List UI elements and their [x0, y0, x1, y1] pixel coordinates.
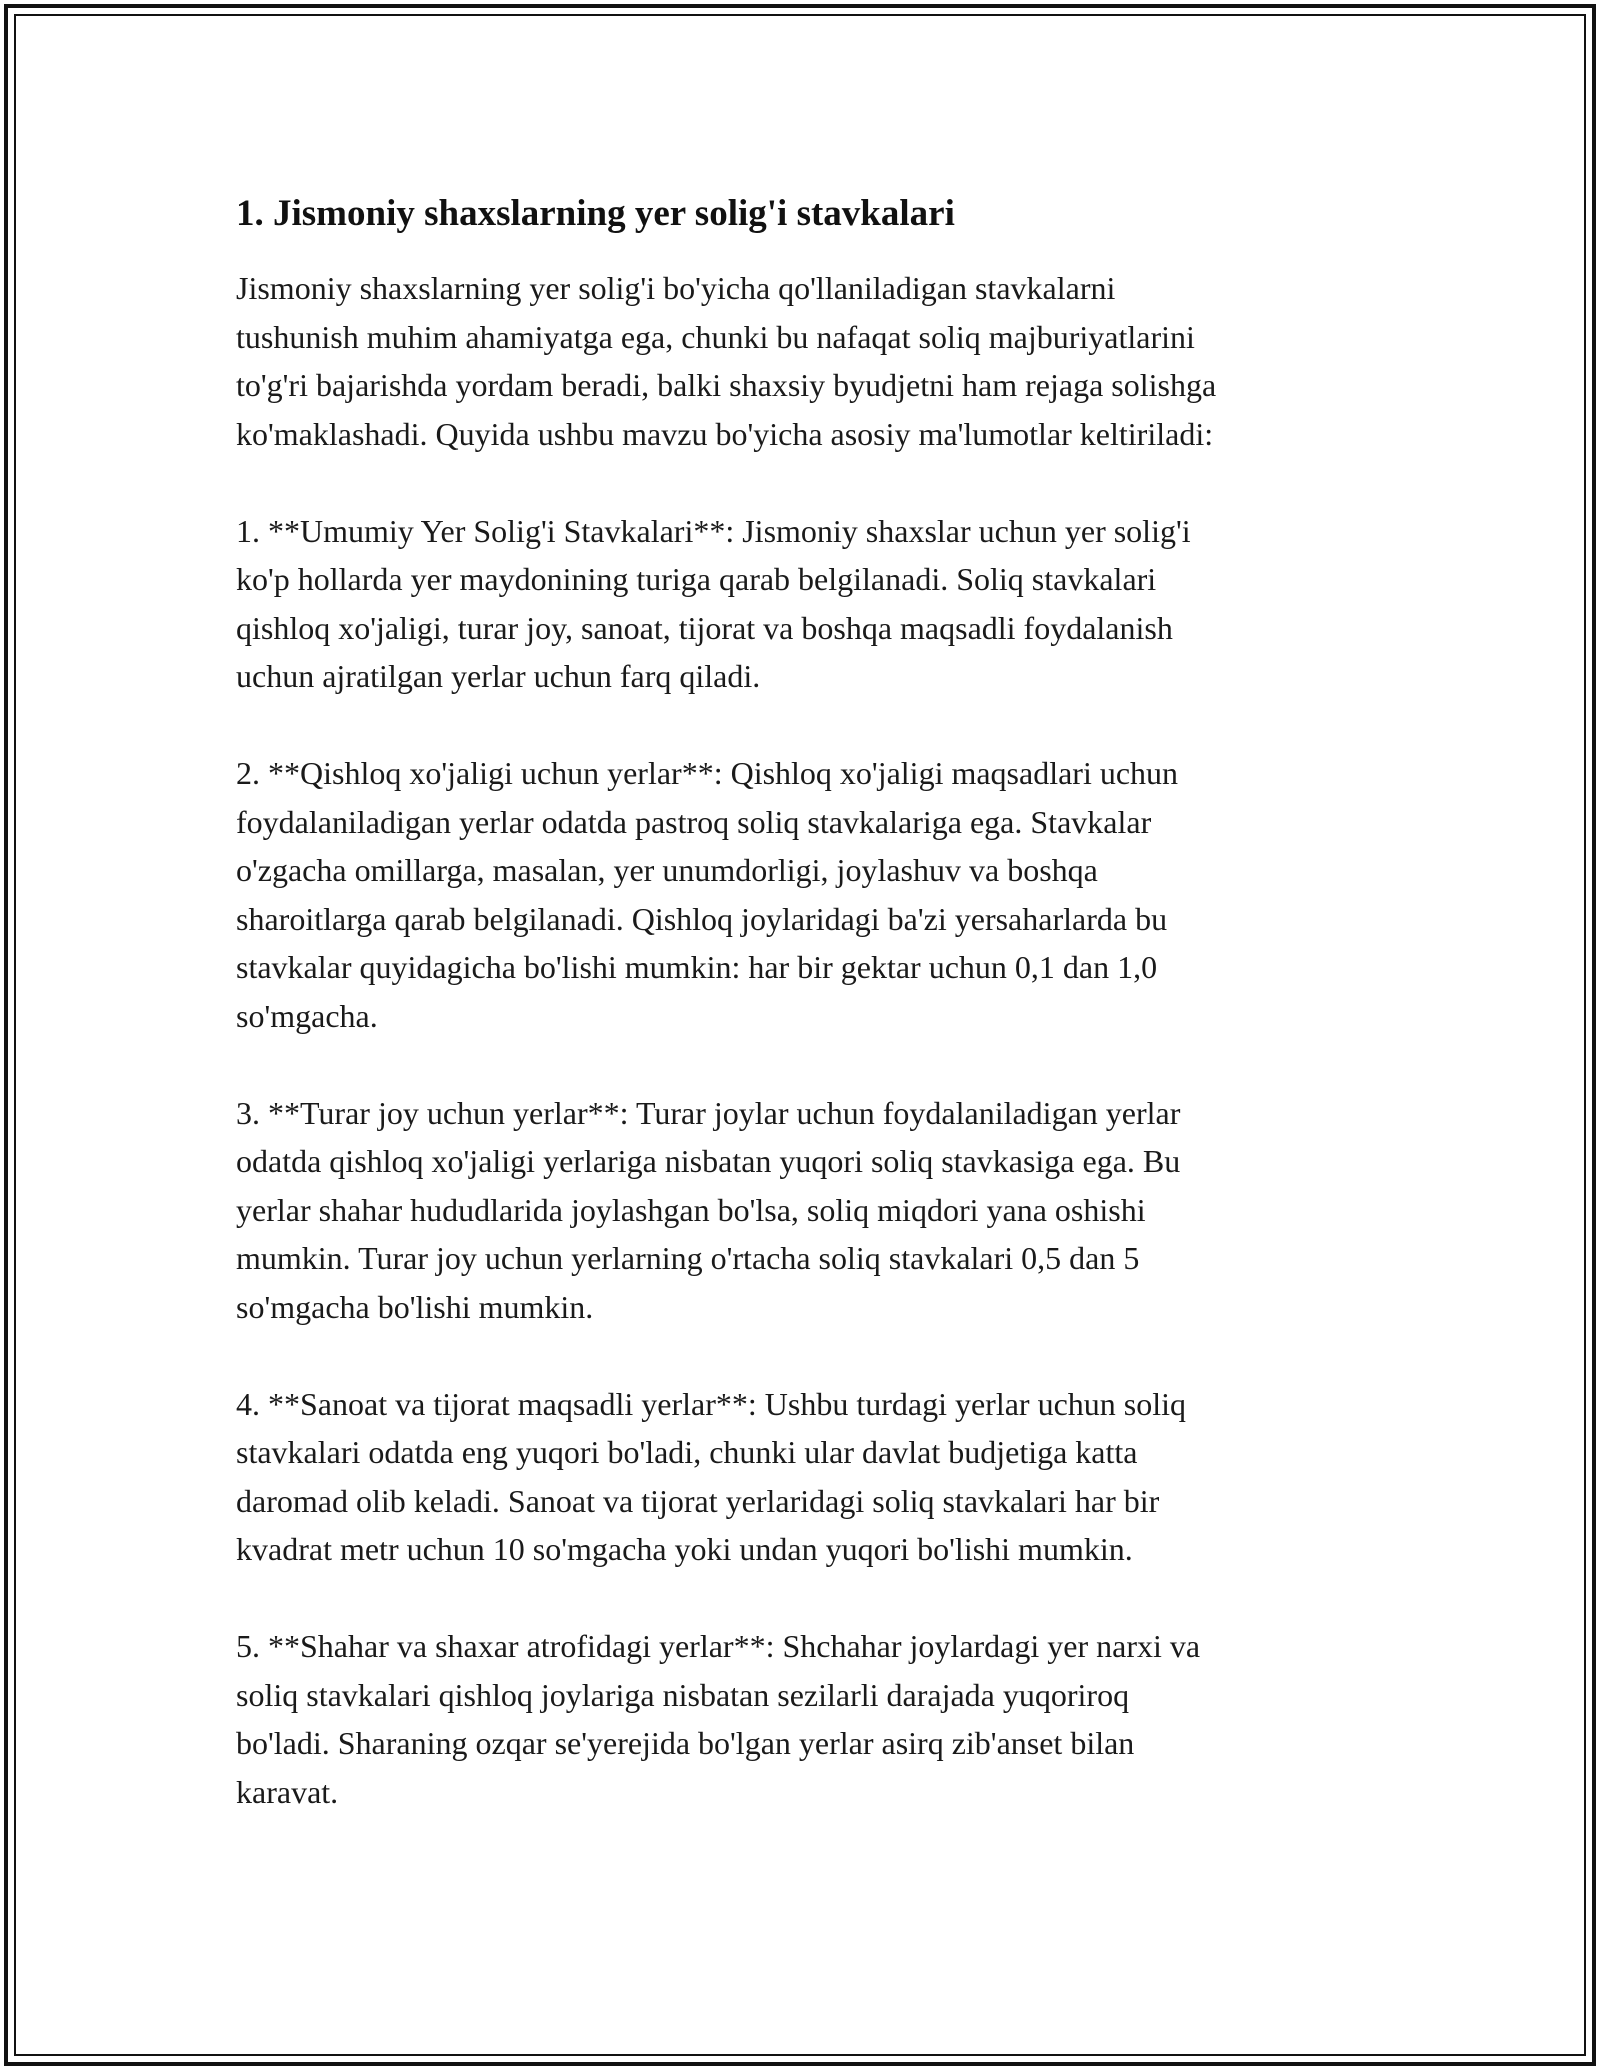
list-item-residential-land: 3. **Turar joy uchun yerlar**: Turar joylar uchun foydalaniladigan yerlar odatda qishloq xo'jaligi yerlariga nisbatan yuqori soliq stavkasiga ega. Bu yerlar shahar hududlarida joylashgan bo'lsa, soliq miqdori yana oshishi mumkin. Turar joy uchun yerlarning o'rtacha soliq stavkalari 0,5 dan 5 so'mgacha bo'lishi mumkin. — [236, 1094, 1181, 1325]
list-item-agricultural-land: 2. **Qishloq xo'jaligi uchun yerlar**: Qishloq xo'jaligi maqsadlari uchun foydalaniladigan yerlar odatda pastroq soliq stavkalariga ega. Stavkalar o'zgacha omillarga, masalan, yer unumdorligi, joylashuv va boshqa sharoitlarga qarab belgilanadi. Qishloq joylaridagi ba'zi yersaharlarda bu stavkalar quyidagicha bo'lishi mumkin: har bir gektar uchun 0,1 dan 1,0 so'mgacha. — [236, 755, 1179, 1034]
list-item-industrial-commercial-land: 4. **Sanoat va tijorat maqsadli yerlar**: Ushbu turdagi yerlar uchun soliq stavkalari odatda eng yuqori bo'ladi, chunki ular davlat budjetiga katta daromad olib keladi. Sanoat va tijorat yerlaridagi soliq stavkalari har bir kvadrat metr uchun 10 so'mgacha yoki undan yuqori bo'lishi mumkin. — [236, 1385, 1186, 1567]
document-page — [236, 186, 1386, 1816]
list-item-urban-suburban-land: 5. **Shahar va shaxar atrofidagi yerlar**: Shchahar joylardagi yer narxi va soliq stavkalari qishloq joylariga nisbatan sezilarli darajada yuqoriroq bo'ladi. Sharaning ozqar se'yerejida bo'lgan yerlar asirq zib'anset bilan karavat. — [236, 1628, 1201, 1810]
intro-paragraph: Jismoniy shaxslarning yer solig'i bo'yicha qo'llaniladigan stavkalarni tushunish muhim ahamiyatga ega, chunki bu nafaqat soliq majburiyatlarini to'g'ri bajarishda yordam beradi, balki shaxsiy byudjetni ham rejaga solishga ko'maklashadi. Quyida ushbu mavzu bo'yicha asosiy ma'lumotlar keltiriladi: — [236, 270, 1217, 452]
section-heading: 1. Jismoniy shaxslarning yer solig'i stavkalari — [236, 193, 955, 234]
list-item-general-rates: 1. **Umumiy Yer Solig'i Stavkalari**: Jismoniy shaxslar uchun yer solig'i ko'p hollarda yer maydonining turiga qarab belgilanadi. Soliq stavkalari qishloq xo'jaligi, turar joy, sanoat, tijorat va boshqa maqsadli foydalanish uchun ajratilgan yerlar uchun farq qiladi. — [236, 512, 1191, 694]
